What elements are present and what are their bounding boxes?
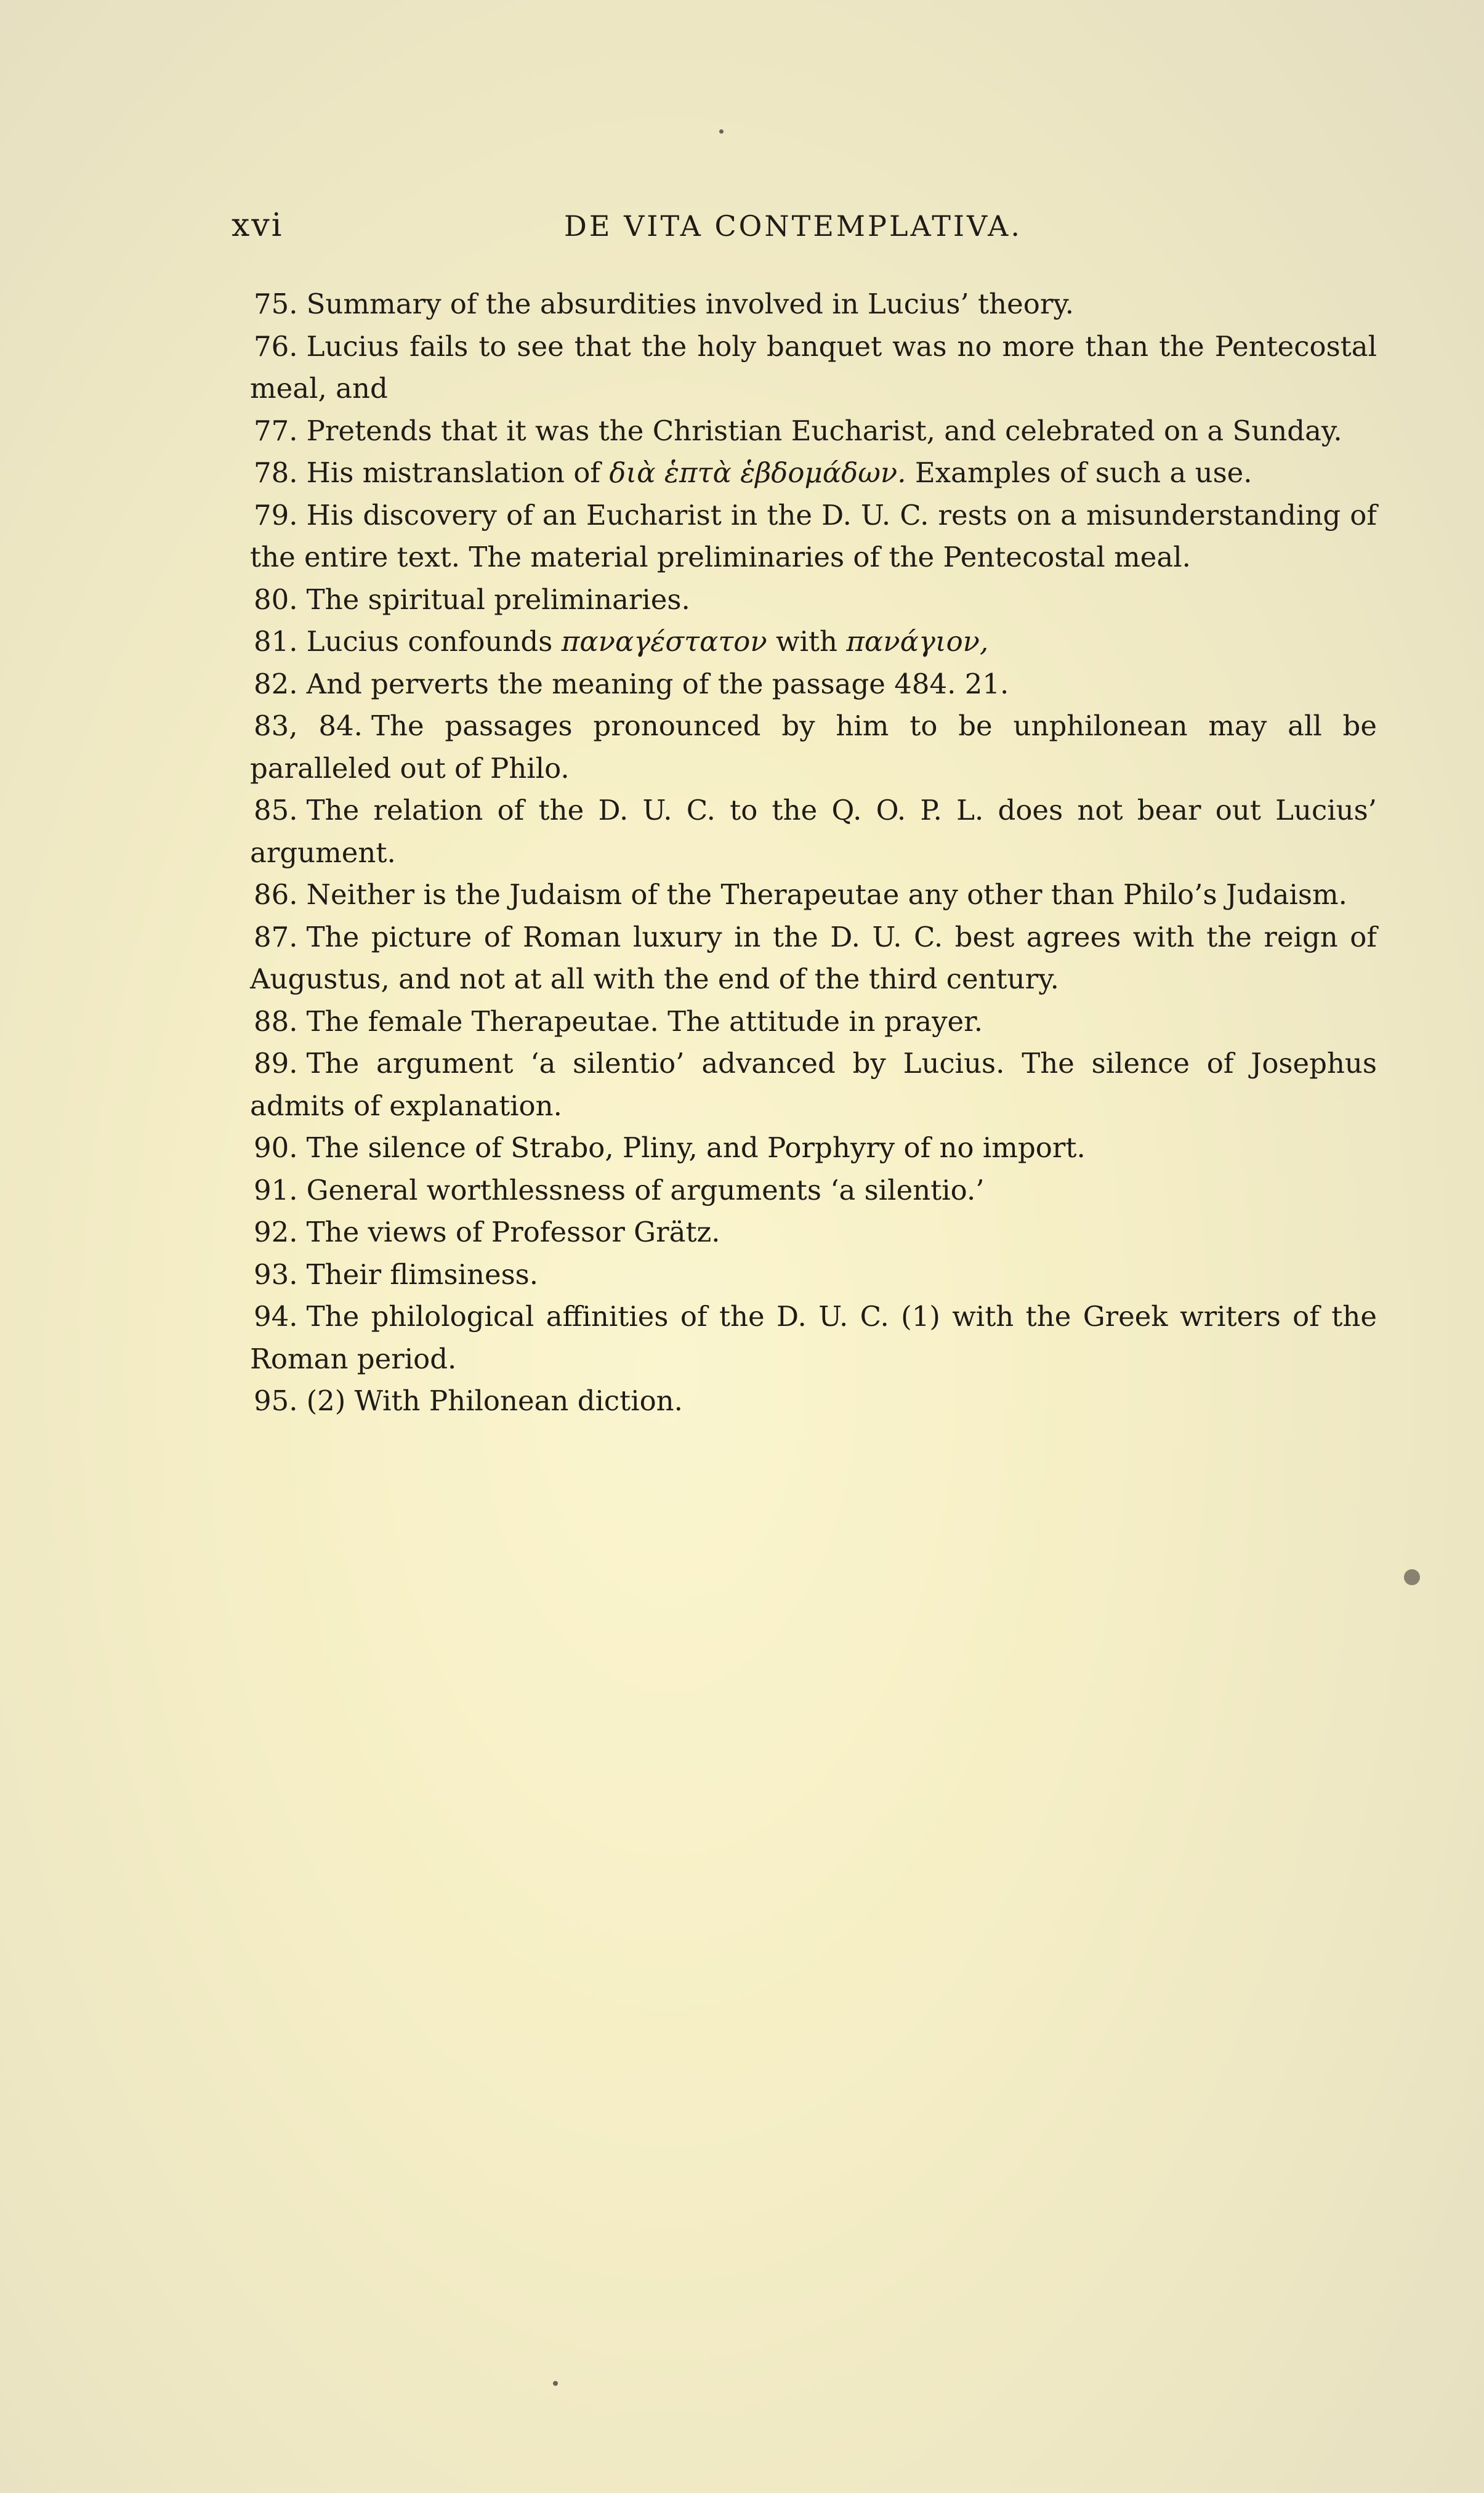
entry-text: The passages pronounced by him to be unphilonean may all be paralleled out of Philo. bbox=[250, 709, 1377, 785]
entry-number: 80. bbox=[254, 583, 298, 616]
entry-number: 81. bbox=[254, 625, 298, 658]
entry-text: Lucius fails to see that the holy banquet was no more than the Pentecostal meal, and bbox=[250, 329, 1377, 405]
entry-number: 88. bbox=[254, 1004, 298, 1038]
entry-text: The picture of Roman luxury in the D. U. C. best agrees with the reign of Augustus, and not at all with the end of the third century. bbox=[250, 920, 1377, 995]
page-header bbox=[232, 207, 1389, 256]
entry-77 bbox=[250, 410, 1377, 453]
entry-89 bbox=[250, 1043, 1377, 1127]
running-title: DE VITA CONTEMPLATIVA. bbox=[564, 209, 1022, 243]
entry-text: The spiritual preliminaries. bbox=[306, 583, 690, 616]
entry-text: The female Therapeutae. The attitude in prayer. bbox=[306, 1004, 983, 1038]
entry-text: His mistranslation of bbox=[306, 456, 601, 489]
entry-number: 95. bbox=[254, 1384, 298, 1417]
entry-78 bbox=[250, 452, 1377, 495]
entry-text: The relation of the D. U. C. to the Q. O. P. L. does not bear out Lucius’ argument. bbox=[250, 794, 1377, 869]
entry-number: 90. bbox=[254, 1131, 298, 1164]
entry-81 bbox=[250, 621, 1377, 663]
entry-91 bbox=[250, 1170, 1377, 1212]
entry-text: The philological affinities of the D. U. C. (1) with the Greek writers of the Roman period. bbox=[250, 1300, 1377, 1375]
entry-text: His discovery of an Eucharist in the D. U. C. rests on a misunderstanding of the entire text. The material preliminaries of the Pentecostal meal. bbox=[250, 498, 1377, 573]
entry-85 bbox=[250, 790, 1377, 874]
entry-number: 87. bbox=[254, 920, 298, 953]
entry-number: 78. bbox=[254, 456, 298, 489]
entry-number: 94. bbox=[254, 1300, 298, 1333]
entry-text: Their flimsiness. bbox=[306, 1258, 539, 1291]
entry-number: 86. bbox=[254, 878, 298, 911]
paper-speck bbox=[719, 129, 724, 134]
entry-79 bbox=[250, 495, 1377, 579]
entry-text: Neither is the Judaism of the Therapeutae any other than Philo’s Judaism. bbox=[306, 878, 1347, 911]
entry-number: 83, 84. bbox=[254, 709, 363, 742]
paper-speck bbox=[553, 2381, 558, 2386]
page-number: xvi bbox=[232, 207, 284, 244]
entry-text: (2) With Philonean diction. bbox=[306, 1384, 683, 1417]
entry-number: 79. bbox=[254, 498, 298, 531]
entry-92 bbox=[250, 1211, 1377, 1254]
entry-83-84 bbox=[250, 705, 1377, 790]
entry-number: 85. bbox=[254, 794, 298, 826]
entry-93 bbox=[250, 1254, 1377, 1296]
entry-text: Examples of such a use. bbox=[914, 456, 1252, 489]
contents-list bbox=[250, 283, 1377, 1423]
entry-number: 93. bbox=[254, 1258, 298, 1291]
paper-speck bbox=[1404, 1569, 1420, 1585]
greek-phrase: διὰ ἑπτὰ ἑβδομάδων. bbox=[609, 456, 906, 489]
entry-94 bbox=[250, 1296, 1377, 1380]
entry-95 bbox=[250, 1380, 1377, 1423]
greek-word: πανάγιον, bbox=[846, 625, 989, 658]
entry-88 bbox=[250, 1001, 1377, 1043]
entry-76 bbox=[250, 326, 1377, 410]
entry-number: 91. bbox=[254, 1173, 298, 1206]
entry-75 bbox=[250, 283, 1377, 326]
entry-80 bbox=[250, 579, 1377, 621]
entry-number: 76. bbox=[254, 329, 298, 363]
entry-90 bbox=[250, 1127, 1377, 1170]
entry-text: with bbox=[776, 625, 838, 658]
entry-number: 75. bbox=[254, 288, 298, 320]
entry-text: Pretends that it was the Christian Eucharist, and celebrated on a Sunday. bbox=[306, 414, 1342, 447]
entry-text: The silence of Strabo, Pliny, and Porphyry of no import. bbox=[306, 1131, 1086, 1164]
entry-number: 89. bbox=[254, 1047, 298, 1080]
entry-text: General worthlessness of arguments ‘a silentio.’ bbox=[306, 1173, 985, 1206]
entry-number: 77. bbox=[254, 414, 298, 447]
entry-text: Lucius confounds bbox=[306, 625, 553, 658]
entry-86 bbox=[250, 874, 1377, 916]
entry-text: The views of Professor Grätz. bbox=[306, 1216, 720, 1248]
entry-text: And perverts the meaning of the passage 484. 21. bbox=[306, 667, 1009, 700]
entry-82 bbox=[250, 663, 1377, 706]
entry-text: Summary of the absurdities involved in Lucius’ theory. bbox=[306, 288, 1075, 320]
entry-number: 82. bbox=[254, 667, 298, 700]
greek-word: παναγέστατον bbox=[561, 625, 767, 658]
entry-87 bbox=[250, 916, 1377, 1001]
entry-text: The argument ‘a silentio’ advanced by Lucius. The silence of Josephus admits of explanation. bbox=[250, 1047, 1377, 1122]
entry-number: 92. bbox=[254, 1216, 298, 1248]
